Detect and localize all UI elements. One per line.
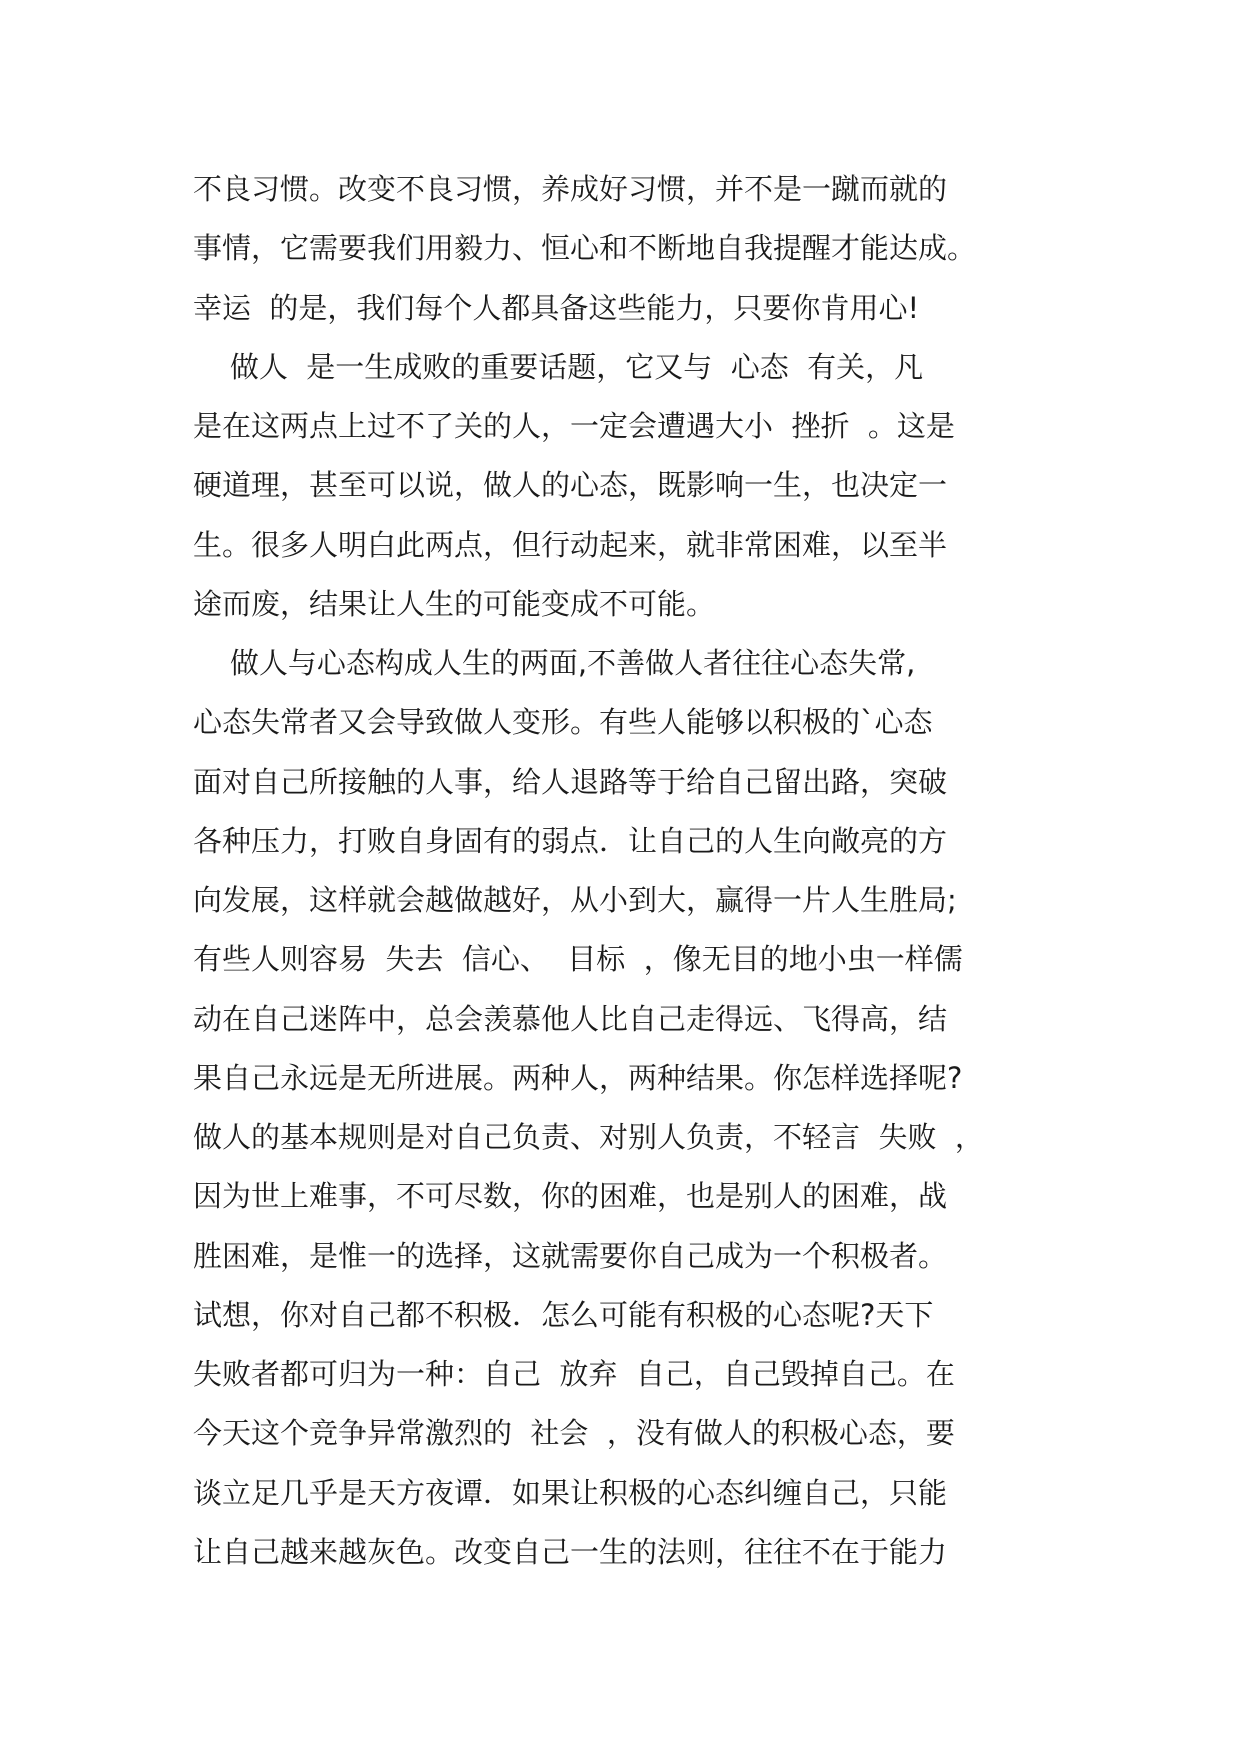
text-line: 试想，你对自己都不积极．怎么可能有积极的心态呢?天下: [193, 1297, 934, 1332]
text-line: 今天这个竞争异常激烈的 社会 ，没有做人的积极心态，要: [193, 1416, 955, 1451]
text-line: 做人 是一生成败的重要话题，它又与 心态 有关，凡: [193, 349, 924, 384]
body-text: [193, 160, 1073, 1582]
text-line: 谈立足几乎是天方夜谭．如果让积极的心态纠缠自己，只能: [193, 1475, 948, 1510]
text-line: 各种压力，打败自身固有的弱点．让自己的人生向敞亮的方: [193, 823, 948, 858]
text-line: 失败者都可归为一种：自己 放弃 自己，自己毁掉自己。在: [193, 1357, 955, 1391]
text-line: 做人与心态构成人生的两面,不善做人者往往心态失常,: [193, 646, 916, 680]
text-line: 胜困难，是惟一的选择，这就需要你自己成为一个积极者。: [193, 1238, 948, 1273]
text-line: 让自己越来越灰色。改变自己一生的法则，往往不在于能力: [193, 1534, 948, 1569]
text-line: 面对自己所接触的人事，给人退路等于给自己留出路，突破: [193, 764, 948, 799]
text-line: 心态失常者又会导致做人变形。有些人能够以积极的`心态: [193, 705, 933, 740]
text-line: 生。很多人明白此两点，但行动起来，就非常困难，以至半: [193, 527, 948, 562]
text-line: 不良习惯。改变不良习惯，养成好习惯，并不是一蹴而就的: [193, 172, 948, 206]
text-line: 事情，它需要我们用毅力、恒心和不断地自我提醒才能达成。: [193, 231, 977, 266]
text-line: 硬道理，甚至可以说，做人的心态，既影响一生，也决定一: [193, 468, 948, 503]
text-line: 是在这两点上过不了关的人，一定会遭遇大小 挫折 。这是: [193, 409, 955, 443]
text-line: 动在自己迷阵中，总会羡慕他人比自己走得远、飞得高，结: [193, 1001, 948, 1036]
text-line: 途而废，结果让人生的可能变成不可能。: [193, 586, 716, 621]
text-line: 做人的基本规则是对自己负责、对别人负责，不轻言 失败 ，: [193, 1120, 984, 1154]
text-line: 向发展，这样就会越做越好，从小到大，赢得一片人生胜局;: [193, 883, 957, 917]
text-line: 因为世上难事，不可尽数，你的困难，也是别人的困难，战: [193, 1179, 948, 1214]
text-line: 有些人则容易 失去 信心、 目标 ，像无目的地小虫一样儒: [193, 942, 963, 977]
text-line: 幸运 的是，我们每个人都具备这些能力，只要你肯用心!: [193, 290, 920, 325]
text-line: 果自己永远是无所进展。两种人，两种结果。你怎样选择呢?: [193, 1060, 963, 1095]
